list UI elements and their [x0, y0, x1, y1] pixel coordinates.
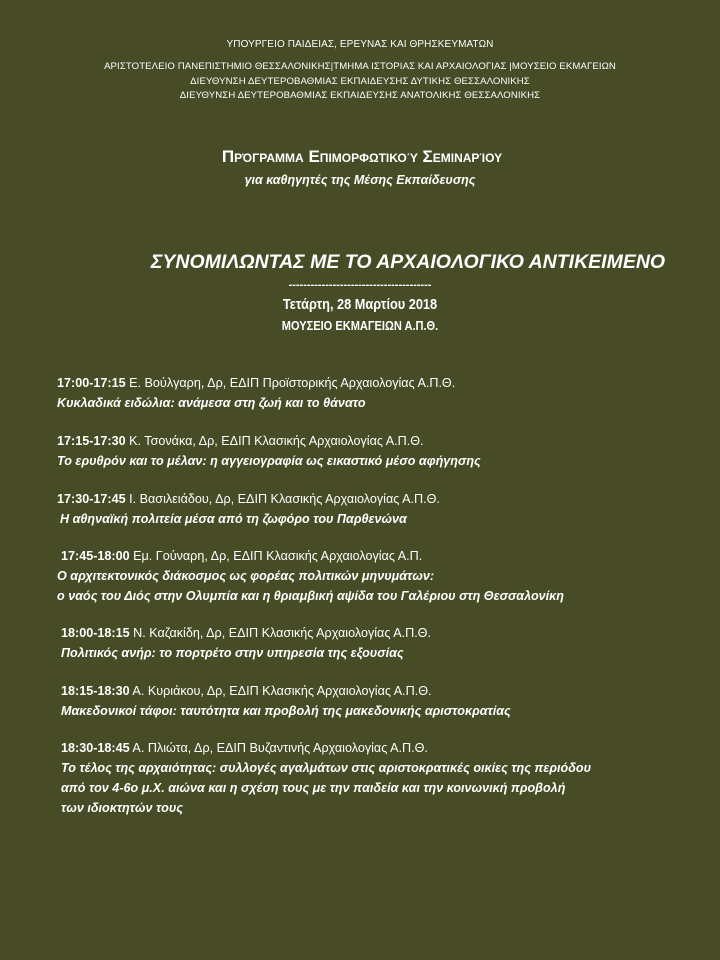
- time-slot: 17:45-18:00: [61, 549, 130, 563]
- schedule-item-speaker: [57, 490, 440, 508]
- speaker: Κ. Τσονάκα, Δρ, ΕΔΙΠ Κλασικής Αρχαιολογίας Α.Π.Θ.: [125, 434, 424, 448]
- talk-title: από τον 4-6ο μ.Χ. αιώνα και η σχέση τους με την παιδεία και την κοινωνική προβολή: [61, 781, 566, 795]
- directorate-east: ΔΙΕΥΘΥΝΣΗ ΔΕΥΤΕΡΟΒΑΘΜΙΑΣ ΕΚΠΑΙΔΕΥΣΗΣ ΑΝΑΤΟΛΙΚΗΣ ΘΕΣΣΑΛΟΝΙΚΗΣ: [179, 90, 541, 101]
- talk-title: Ο αρχιτεκτονικός διάκοσμος ως φορέας πολιτικών μηνυμάτων:: [57, 569, 435, 583]
- time-slot: 18:30-18:45: [61, 741, 130, 755]
- schedule-item-speaker: [61, 682, 432, 700]
- event-venue: ΜΟΥΣΕΙΟ ΕΚΜΑΓΕΙΩΝ Α.Π.Θ.: [281, 318, 439, 333]
- event-title: ΣΥΝΟΜΙΛΩΝΤΑΣ ΜΕ ΤΟ ΑΡΧΑΙΟΛΟΓΙΚΟ ΑΝΤΙΚΕΙΜΕΝΟ: [150, 251, 666, 273]
- talk-title: Η αθηναϊκή πολιτεία μέσα από τη ζωφόρο του Παρθενώνα: [60, 512, 407, 526]
- speaker: Ν. Καζακίδη, Δρ, ΕΔΙΠ Κλασικής Αρχαιολογίας Α.Π.Θ.: [129, 626, 431, 640]
- speaker: Α. Κυριάκου, Δρ, ΕΔΙΠ Κλασικής Αρχαιολογίας Α.Π.Θ.: [129, 684, 432, 698]
- program-title: Πρόγραμμα Επιμορφωτικού Σεμιναρίου: [221, 147, 503, 166]
- talk-title: Το τέλος της αρχαιότητας: συλλογές αγαλμάτων στις αριστοκρατικές οικίες της περιόδου: [61, 761, 592, 775]
- time-slot: 17:30-17:45: [57, 492, 126, 506]
- speaker: Ι. Βασιλειάδου, Δρ, ΕΔΙΠ Κλασικής Αρχαιολογίας Α.Π.Θ.: [125, 492, 440, 506]
- schedule-item-speaker: [57, 374, 455, 392]
- separator: ---------------------------------------: [288, 279, 432, 291]
- ministry-header: ΥΠΟΥΡΓΕΙΟ ΠΑΙΔΕΙΑΣ, ΕΡΕΥΝΑΣ ΚΑΙ ΘΡΗΣΚΕΥΜΑΤΩΝ: [226, 39, 494, 50]
- program-subtitle: για καθηγητές της Μέσης Εκπαίδευσης: [244, 173, 476, 187]
- speaker: Ε. Βούλγαρη, Δρ, ΕΔΙΠ Προϊστορικής Αρχαιολογίας Α.Π.Θ.: [125, 376, 456, 390]
- institutions-header: ΑΡΙΣΤΟΤΕΛΕΙΟ ΠΑΝΕΠΙΣΤΗΜΙΟ ΘΕΣΣΑΛΟΝΙΚΗΣ|ΤΜΗΜΑ ΙΣΤΟΡΙΑΣ ΚΑΙ ΑΡΧΑΙΟΛΟΓΙΑΣ |ΜΟΥΣΕΙΟ ΕΚΜΑΓΕΙΩΝ: [104, 61, 616, 72]
- talk-title: Πολιτικός ανήρ: το πορτρέτο στην υπηρεσία της εξουσίας: [61, 646, 404, 660]
- time-slot: 18:15-18:30: [61, 684, 130, 698]
- time-slot: 17:15-17:30: [57, 434, 126, 448]
- speaker: Εμ. Γούναρη, Δρ, ΕΔΙΠ Κλασικής Αρχαιολογίας Α.Π.: [129, 549, 423, 563]
- schedule-item-speaker: [57, 432, 424, 450]
- talk-title: Κυκλαδικά ειδώλια: ανάμεσα στη ζωή και το θάνατο: [57, 396, 366, 410]
- time-slot: 17:00-17:15: [57, 376, 126, 390]
- talk-title: ο ναός του Διός στην Ολυμπία και η θριαμβική αψίδα του Γαλέριου στη Θεσσαλονίκη: [57, 589, 564, 603]
- speaker: Α. Πλιώτα, Δρ, ΕΔΙΠ Βυζαντινής Αρχαιολογίας Α.Π.Θ.: [129, 741, 428, 755]
- time-slot: 18:00-18:15: [61, 626, 130, 640]
- schedule-item-speaker: [61, 739, 428, 757]
- schedule-item-speaker: [61, 624, 431, 642]
- talk-title: Το ερυθρόν και το μέλαν: η αγγειογραφία ως εικαστικό μέσο αφήγησης: [57, 454, 481, 468]
- talk-title: των ιδιοκτητών τους: [61, 801, 184, 815]
- event-date: Τετάρτη, 28 Μαρτίου 2018: [282, 296, 438, 313]
- talk-title: Μακεδονικοί τάφοι: ταυτότητα και προβολή της μακεδονικής αριστοκρατίας: [61, 704, 511, 718]
- directorate-west: ΔΙΕΥΘΥΝΣΗ ΔΕΥΤΕΡΟΒΑΘΜΙΑΣ ΕΚΠΑΙΔΕΥΣΗΣ ΔΥΤΙΚΗΣ ΘΕΣΣΑΛΟΝΙΚΗΣ: [190, 76, 530, 87]
- schedule-item-speaker: [61, 547, 422, 565]
